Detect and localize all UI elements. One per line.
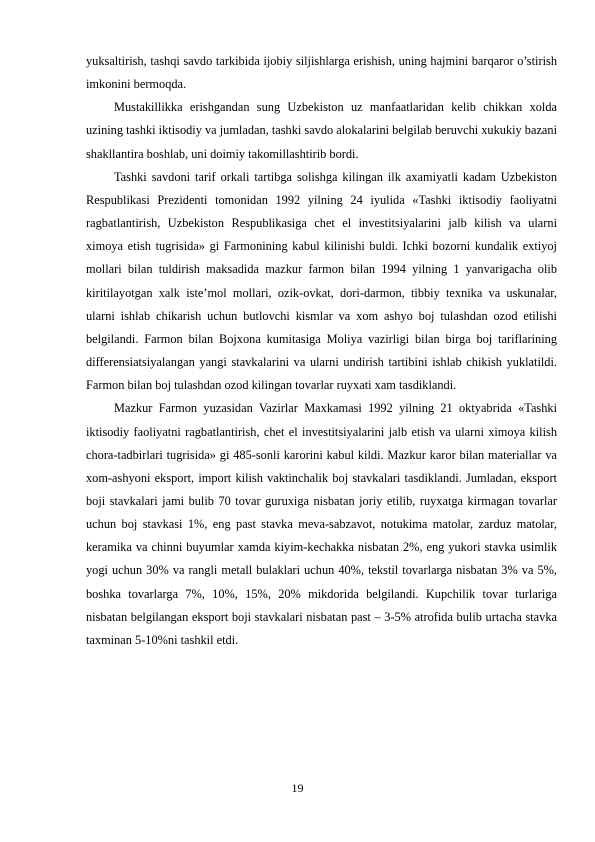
paragraph-4: Mazkur Farmon yuzasidan Vazirlar Maxkamasi 1992 yilning 21 oktyabrida «Tashki iktisodiy faoliyatni ragbatlantirish, chet el investitsiyalarini jalb etish va ularni ximoya kilish chora-tadbirlari tugrisida» gi 485-sonli karorini kabul kildi. Mazkur karor bilan materiallar va xom-ashyoni eksport, import kilish vaktinchalik boj stavkalari tasdiklandi. Jumladan, eksport boji stavkalari jami bulib 70 tovar guruxiga nisbatan joriy etilib, ruyxatga kirmagan tovarlar uchun boj stavkasi 1%, eng past stavka meva-sabzavot, notukima matolar, zarduz matolar, keramika va chinni buyumlar xamda kiyim-kechakka nisbatan 2%, eng yukori stavka usimlik yogi uchun 30% va rangli metall bulaklari uchun 40%, tekstil tovarlarga nisbatan 3% va 5%, boshka tovarlarga 7%, 10%, 15%, 20% mikdorida belgilandi. Kupchilik tovar turlariga nisbatan belgilangan eksport boji stavkalari nisbatan past – 3-5% atrofida bulib urtacha stavka taxminan 5-10%ni tashkil etdi. <box>86 401 557 647</box>
paragraph-3: Tashki savdoni tarif orkali tartibga solishga kilingan ilk axamiyatli kadam Uzbekiston Respublikasi Prezidenti tomonidan 1992 yilning 24 iyulida «Tashki iktisodiy faoliyatni ragbatlantirish, Uzbekiston Respublikasiga chet el investitsiyalarini jalb kilish va ularni ximoya etish tugrisida» gi Farmonining kabul kilinishi buldi. Ichki bozorni kundalik extiyoj mollari bilan tuldirish maksadida mazkur farmon bilan 1994 yilning 1 yanvarigacha olib kiritilayotgan xalk iste’mol mollari, ozik-ovkat, dori-darmon, tibbiy texnika va uskunalar, ularni ishlab chikarish uchun butlovchi kismlar va xom ashyo boj tulashdan ozod etilishi belgilandi. Farmon bilan Bojxona kumitasiga Moliya vazirligi bilan birga boj tariflarining differensiatsiyalangan yangi stavkalarini va ularni undirish tartibini ishlab chikish yuklatildi. Farmon bilan boj tulashdan ozod kilingan tovarlar ruyxati xam tasdiklandi. <box>86 169 557 393</box>
paragraph-1: yuksaltirish, tashqi savdo tarkibida ijobiy siljishlarga erishish, uning hajmini barqaror o’stirish imkonini bermoqda. <box>86 54 557 92</box>
body-text <box>86 50 557 652</box>
paragraph-2: Mustakillikka erishgandan sung Uzbekiston uz manfaatlaridan kelib chikkan xolda uzining tashki iktisodiy va jumladan, tashki savdo alokalarini belgilab beruvchi xukukiy bazani shakllantira boshlab, uni doimiy takomillashtirib bordi. <box>86 100 558 161</box>
page-number: 19 <box>291 781 304 795</box>
